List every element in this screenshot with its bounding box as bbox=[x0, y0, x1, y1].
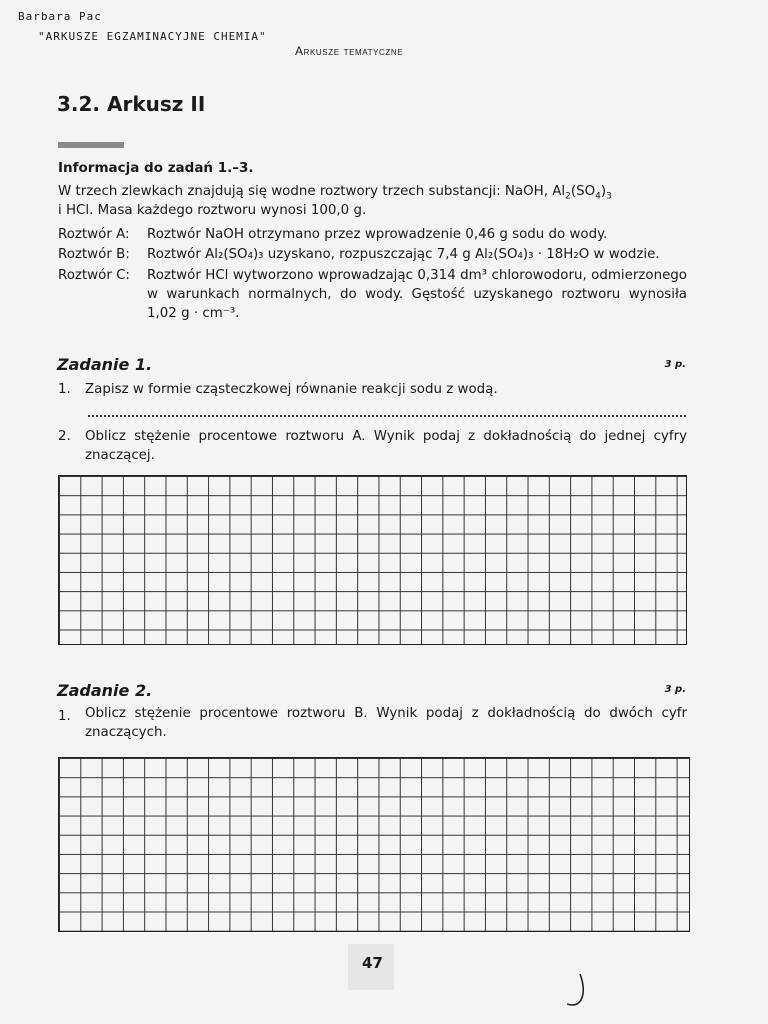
book-title: "ARKUSZE EGZAMINACYJNE CHEMIA" bbox=[38, 30, 267, 43]
info-title: Informacja do zadań 1.–3. bbox=[58, 160, 254, 176]
solution-b-text: Roztwór Al₂(SO₄)₃ uzyskano, rozpuszczając 7,4 g Al₂(SO₄)₃ · 18H₂O w wodzie. bbox=[147, 247, 660, 262]
task-2-title: Zadanie 2. bbox=[57, 681, 153, 700]
task-2-q1-number: 1. bbox=[58, 709, 71, 724]
task-2-points: 3 p. bbox=[664, 684, 686, 695]
task-1-q2-text: Oblicz stężenie procentowe roztworu A. Wynik podaj z dokładnością do jednej cyfry znaczącej. bbox=[85, 429, 687, 463]
answer-grid-task-2[interactable] bbox=[58, 757, 690, 932]
intro-line-2: i HCl. Masa każdego roztworu wynosi 100,0 g. bbox=[58, 203, 367, 218]
task-1-q2-number: 2. bbox=[58, 429, 71, 444]
highlight-marker bbox=[58, 142, 124, 148]
task-1-points: 3 p. bbox=[664, 359, 686, 370]
answer-line[interactable] bbox=[88, 415, 686, 417]
solution-b-label: Roztwór B: bbox=[58, 247, 130, 262]
page-number: 47 bbox=[362, 954, 383, 972]
answer-grid-task-1[interactable] bbox=[58, 475, 687, 645]
task-1-q1-number: 1. bbox=[58, 382, 71, 397]
task-1-q1-text: Zapisz w formie cząsteczkowej równanie reakcji sodu z wodą. bbox=[85, 382, 498, 397]
solution-a-text: Roztwór NaOH otrzymano przez wprowadzenie 0,46 g sodu do wody. bbox=[147, 227, 608, 242]
section-title: 3.2. Arkusz II bbox=[57, 92, 206, 116]
solution-c-text: Roztwór HCl wytworzono wprowadzając 0,314 dm³ chlorowodoru, odmierzonego w warunkach normalnych, do wody. Gęstość uzyskanego roztworu wynosiła 1,02 g · cm⁻³. bbox=[147, 268, 687, 321]
series-title: Arkusze tematyczne bbox=[295, 44, 404, 58]
author-name: Barbara Pac bbox=[18, 10, 102, 23]
solution-c-label: Roztwór C: bbox=[58, 268, 130, 283]
task-2-q1-text: Oblicz stężenie procentowe roztworu B. Wynik podaj z dokładnością do dwóch cyfr znaczących. bbox=[85, 706, 687, 740]
task-1-title: Zadanie 1. bbox=[57, 355, 153, 374]
intro-line-1: W trzech zlewkach znajdują się wodne roztwory trzech substancji: NaOH, Al bbox=[58, 184, 566, 199]
info-intro: W trzech zlewkach znajdują się wodne roztwory trzech substancji: NaOH, $Al_2(SO_4)_3$ i HCl. Masa każdego roztworu wynosi 100,0 g. bbox=[58, 182, 690, 220]
pen-mark-icon bbox=[565, 972, 595, 1012]
solution-a-label: Roztwór A: bbox=[58, 227, 130, 242]
